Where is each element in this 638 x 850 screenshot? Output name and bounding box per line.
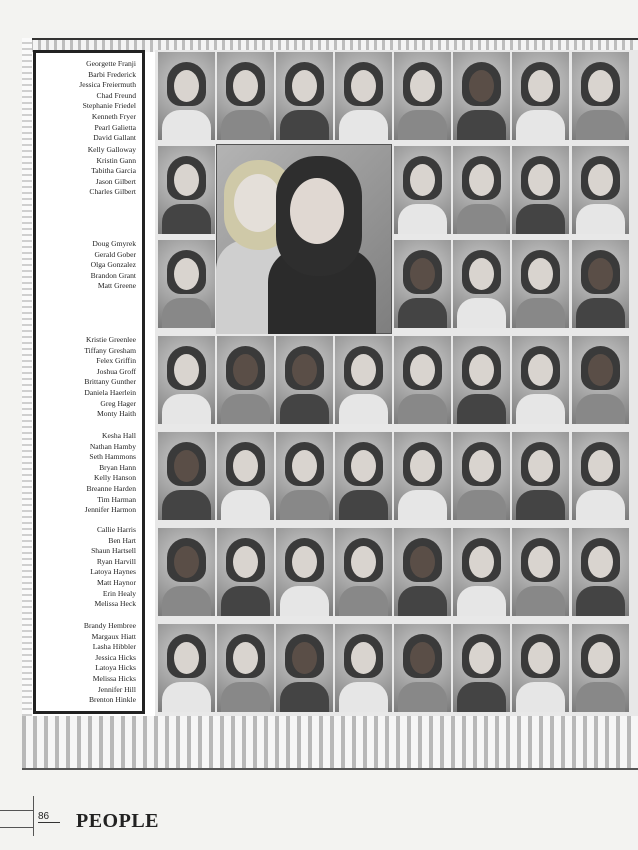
portrait-face [469, 70, 494, 102]
student-portrait [394, 528, 451, 616]
student-portrait [572, 52, 629, 140]
portrait-body [339, 394, 388, 424]
student-portrait [276, 528, 333, 616]
portrait-body [162, 682, 211, 712]
student-portrait [453, 432, 510, 520]
portrait-face [528, 546, 553, 578]
portrait-face [588, 450, 613, 482]
student-portrait [453, 146, 510, 234]
name-group-row-4 [84, 335, 136, 420]
portrait-body [280, 586, 329, 616]
candid-feature-photo [216, 144, 392, 334]
portrait-body [398, 394, 447, 424]
portrait-face [351, 70, 376, 102]
student-portrait [276, 624, 333, 712]
portrait-body [516, 394, 565, 424]
portrait-body [162, 490, 211, 520]
portrait-body [339, 586, 388, 616]
folio-divider [33, 796, 34, 836]
student-name: Melissa Heck [94, 599, 136, 609]
student-name: Felex Griffin [96, 356, 136, 366]
student-portrait [335, 528, 392, 616]
portrait-body [576, 204, 625, 234]
portrait-body [162, 394, 211, 424]
portrait-face [233, 70, 258, 102]
portrait-face [469, 546, 494, 578]
student-name: Bryan Hann [99, 462, 136, 472]
student-name: Greg Hager [100, 398, 136, 408]
portrait-face [174, 546, 199, 578]
portrait-face [528, 258, 553, 290]
student-portrait [217, 528, 274, 616]
portrait-body [221, 586, 270, 616]
portrait-body [339, 490, 388, 520]
portrait-face [588, 258, 613, 290]
portrait-face [174, 70, 199, 102]
portrait-body [221, 490, 270, 520]
student-name: Kelly Hanson [94, 473, 136, 483]
student-portrait [158, 52, 215, 140]
portrait-body [457, 490, 506, 520]
portrait-body [280, 490, 329, 520]
student-name: Jessica Hicks [95, 652, 136, 662]
portrait-face [233, 642, 258, 674]
portrait-body [280, 394, 329, 424]
student-portrait [453, 528, 510, 616]
student-name: Matt Haynor [96, 577, 136, 587]
student-name: Kenneth Fryer [91, 111, 136, 121]
name-group-row-3 [91, 239, 136, 292]
student-portrait [512, 624, 569, 712]
portrait-face [174, 164, 199, 196]
candid-subject-face [234, 174, 282, 232]
student-portrait [512, 336, 569, 424]
student-portrait [512, 432, 569, 520]
student-portrait [217, 432, 274, 520]
portrait-body [162, 298, 211, 328]
student-portrait [394, 624, 451, 712]
student-portrait [394, 240, 451, 328]
name-group-row-2 [88, 145, 136, 198]
student-portrait [453, 52, 510, 140]
student-portrait [158, 528, 215, 616]
student-portrait [335, 432, 392, 520]
student-name: Brenton Hinkle [88, 695, 136, 705]
student-name: Olga Gonzalez [90, 260, 136, 270]
student-portrait [572, 336, 629, 424]
portrait-face [292, 450, 317, 482]
student-name: Tabitha Garcia [91, 166, 136, 176]
student-name: Pearl Galietta [94, 122, 136, 132]
portrait-face [410, 450, 435, 482]
student-name: Chad Freund [96, 90, 136, 100]
left-stripe-border [22, 38, 32, 770]
portrait-body [339, 110, 388, 140]
student-names-panel [33, 50, 145, 714]
portrait-face [174, 450, 199, 482]
portrait-body [457, 204, 506, 234]
portrait-face [351, 450, 376, 482]
folio-rule [0, 810, 34, 828]
student-portrait [512, 146, 569, 234]
student-name: Joshua Groff [96, 366, 136, 376]
portrait-face [528, 70, 553, 102]
student-name: Erin Healy [102, 588, 136, 598]
portrait-body [162, 586, 211, 616]
student-name: Barbi Frederick [88, 69, 136, 79]
portrait-body [457, 298, 506, 328]
student-name: Latoya Hicks [95, 663, 136, 673]
student-portrait [572, 624, 629, 712]
student-portrait [158, 146, 215, 234]
portrait-face [351, 642, 376, 674]
student-portrait [335, 52, 392, 140]
student-portrait [217, 52, 274, 140]
portrait-face [351, 546, 376, 578]
portrait-body [516, 682, 565, 712]
portrait-face [410, 164, 435, 196]
student-name: Kelly Galloway [87, 145, 136, 154]
student-name: Doug Gmyrek [92, 239, 136, 248]
student-name: Tim Harman [97, 494, 136, 504]
student-portrait [276, 52, 333, 140]
portrait-body [398, 204, 447, 234]
portrait-face [410, 642, 435, 674]
student-name: Ben Hart [108, 535, 136, 545]
student-portrait [394, 52, 451, 140]
portrait-face [233, 450, 258, 482]
student-name: Margaux Hiatt [91, 631, 136, 641]
portrait-body [576, 394, 625, 424]
portrait-face [174, 258, 199, 290]
portrait-body [280, 110, 329, 140]
portrait-face [528, 164, 553, 196]
portrait-body [516, 110, 565, 140]
portrait-body [576, 586, 625, 616]
portrait-face [292, 70, 317, 102]
portrait-face [233, 546, 258, 578]
portrait-body [280, 682, 329, 712]
student-portrait [394, 432, 451, 520]
student-name: Tiffany Gresham [84, 345, 136, 355]
portrait-face [588, 164, 613, 196]
student-name: Jason Gilbert [95, 176, 136, 186]
portrait-face [528, 642, 553, 674]
portrait-body [516, 204, 565, 234]
student-name: Jessica Freiermuth [79, 80, 136, 90]
portrait-face [528, 354, 553, 386]
student-name: Lasha Hibbler [92, 642, 136, 652]
student-portrait [572, 146, 629, 234]
student-portrait [158, 336, 215, 424]
student-portrait [217, 624, 274, 712]
student-name: Charles Gilbert [89, 187, 136, 197]
portrait-body [516, 298, 565, 328]
portrait-face [469, 642, 494, 674]
student-portrait [572, 528, 629, 616]
portrait-body [221, 682, 270, 712]
student-name: Kesha Hall [102, 431, 136, 440]
student-name: Monty Haith [96, 409, 136, 419]
portrait-body [339, 682, 388, 712]
student-name: Breanne Harden [86, 483, 136, 493]
portrait-body [457, 394, 506, 424]
student-portrait [394, 146, 451, 234]
student-name: Shaun Hartsell [91, 546, 136, 556]
student-name: Callie Harris [96, 525, 136, 534]
portrait-face [469, 354, 494, 386]
portrait-body [576, 298, 625, 328]
name-group-row-7 [84, 621, 136, 706]
portrait-body [576, 110, 625, 140]
portrait-body [221, 394, 270, 424]
student-portrait [453, 624, 510, 712]
page-number: 86 [38, 811, 60, 823]
bottom-stripe-border [22, 716, 638, 770]
student-portrait [217, 336, 274, 424]
candid-subject-face [290, 178, 344, 244]
student-name: Seth Hammons [89, 452, 136, 462]
student-name: Daniela Haerlein [84, 387, 136, 397]
portrait-body [398, 586, 447, 616]
student-name: Melissa Hicks [92, 673, 136, 683]
name-group-row-6 [90, 525, 136, 610]
name-group-row-5 [85, 431, 136, 516]
student-name: Georgette Franji [86, 59, 136, 68]
portrait-face [469, 450, 494, 482]
student-name: Kristie Greenlee [86, 335, 136, 344]
portrait-body [221, 110, 270, 140]
student-portrait [394, 336, 451, 424]
student-name: Jennifer Hill [97, 684, 136, 694]
portrait-body [516, 586, 565, 616]
portrait-face [588, 70, 613, 102]
student-portrait [512, 52, 569, 140]
portrait-face [351, 354, 376, 386]
student-portrait [158, 624, 215, 712]
portrait-face [292, 546, 317, 578]
student-portrait [335, 336, 392, 424]
student-name: Brandy Hembree [83, 621, 136, 630]
portrait-face [410, 258, 435, 290]
student-portrait [572, 240, 629, 328]
student-portrait [572, 432, 629, 520]
portrait-body [398, 490, 447, 520]
student-portrait [335, 624, 392, 712]
student-name: Latoya Haynes [90, 567, 136, 577]
portrait-body [457, 586, 506, 616]
portrait-body [516, 490, 565, 520]
student-name: David Gallant [93, 133, 136, 143]
portrait-face [469, 164, 494, 196]
student-portrait [158, 240, 215, 328]
student-name: Matt Greene [97, 281, 136, 291]
portrait-face [292, 642, 317, 674]
student-portrait [453, 240, 510, 328]
student-portrait [453, 336, 510, 424]
student-name: Jennifer Harmon [84, 505, 136, 515]
name-group-row-1 [79, 59, 136, 144]
student-portrait [158, 432, 215, 520]
student-name: Ryan Harvill [96, 556, 136, 566]
student-portrait [512, 240, 569, 328]
portrait-face [174, 642, 199, 674]
portrait-face [528, 450, 553, 482]
portrait-body [576, 490, 625, 520]
portrait-body [162, 204, 211, 234]
portrait-body [162, 110, 211, 140]
portrait-face [174, 354, 199, 386]
portrait-face [410, 70, 435, 102]
portrait-face [410, 546, 435, 578]
portrait-body [398, 682, 447, 712]
portrait-face [469, 258, 494, 290]
student-name: Gerald Gober [94, 249, 136, 259]
portrait-face [410, 354, 435, 386]
portrait-body [398, 110, 447, 140]
student-portrait [276, 336, 333, 424]
portrait-face [233, 354, 258, 386]
section-title: PEOPLE [76, 810, 160, 832]
portrait-face [588, 642, 613, 674]
student-name: Stephanie Friedel [82, 101, 136, 111]
student-name: Kristin Gann [96, 155, 136, 165]
portrait-body [457, 110, 506, 140]
student-name: Nathan Hamby [89, 441, 136, 451]
portrait-face [292, 354, 317, 386]
student-name: Brandon Grant [90, 270, 136, 280]
portrait-body [457, 682, 506, 712]
portrait-body [576, 682, 625, 712]
portrait-body [398, 298, 447, 328]
portrait-face [588, 546, 613, 578]
portrait-face [588, 354, 613, 386]
student-portrait [512, 528, 569, 616]
student-name: Brittany Gunther [84, 377, 136, 387]
student-portrait [276, 432, 333, 520]
